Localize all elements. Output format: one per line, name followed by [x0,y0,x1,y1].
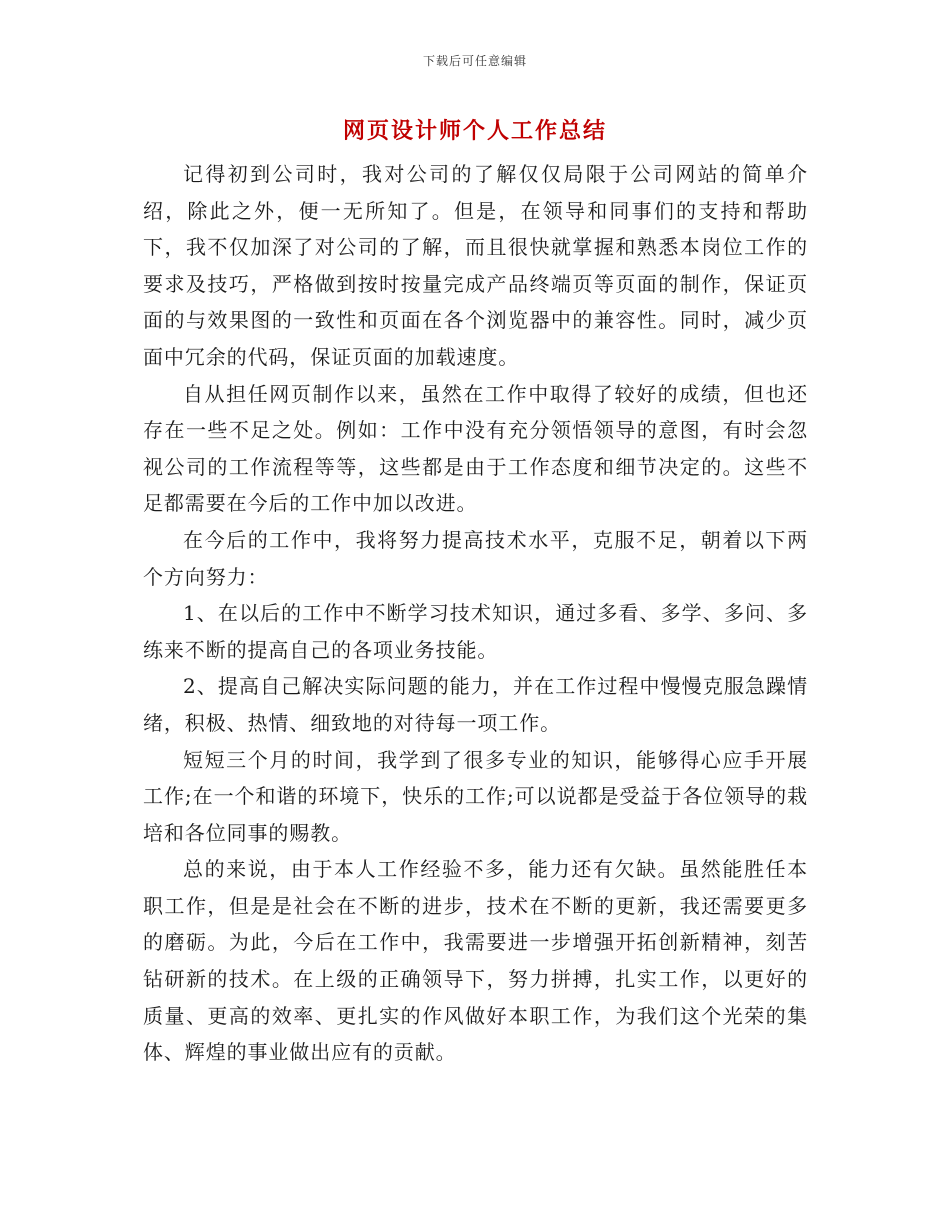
paragraph-7: 总的来说，由于本人工作经验不多，能力还有欠缺。虽然能胜任本职工作，但是是社会在不断的进步，技术在不断的更新，我还需要更多的磨砺。为此，今后在工作中，我需要进一步增强开拓创新精神，刻苦钻研新的技术。在上级的正确领导下，努力拼搏，扎实工作，以更好的质量、更高的效率、更扎实的作风做好本职工作，为我们这个光荣的集体、辉煌的事业做出应有的贡献。 [143,857,808,1065]
paragraph-6: 短短三个月的时间，我学到了很多专业的知识，能够得心应手开展工作;在一个和谐的环境下，快乐的工作;可以说都是受益于各位领导的栽培和各位同事的赐教。 [143,747,808,845]
paragraph-2: 自从担任网页制作以来，虽然在工作中取得了较好的成绩，但也还存在一些不足之处。例如：工作中没有充分领悟领导的意图，有时会忽视公司的工作流程等等，这些都是由于工作态度和细节决定的。这些不足都需要在今后的工作中加以改进。 [143,381,808,516]
paragraph-1: 记得初到公司时，我对公司的了解仅仅局限于公司网站的简单介绍，除此之外，便一无所知了。但是，在领导和同事们的支持和帮助下，我不仅加深了对公司的了解，而且很快就掌握和熟悉本岗位工作的要求及技巧，严格做到按时按量完成产品终端页等页面的制作，保证页面的与效果图的一致性和页面在各个浏览器中的兼容性。同时，减少页面中冗余的代码，保证页面的加载速度。 [143,162,808,369]
paragraph-3: 在今后的工作中，我将努力提高技术水平，克服不足，朝着以下两个方向努力： [143,527,808,589]
document-body [143,156,808,1071]
header-note: 下载后可任意编辑 [422,54,527,68]
paragraph-5: 2、提高自己解决实际问题的能力，并在工作过程中慢慢克服急躁情绪，积极、热情、细致地的对待每一项工作。 [143,674,808,735]
document-title: 网页设计师个人工作总结 [342,118,607,144]
paragraph-4: 1、在以后的工作中不断学习技术知识，通过多看、多学、多问、多练来不断的提高自己的各项业务技能。 [143,601,808,662]
